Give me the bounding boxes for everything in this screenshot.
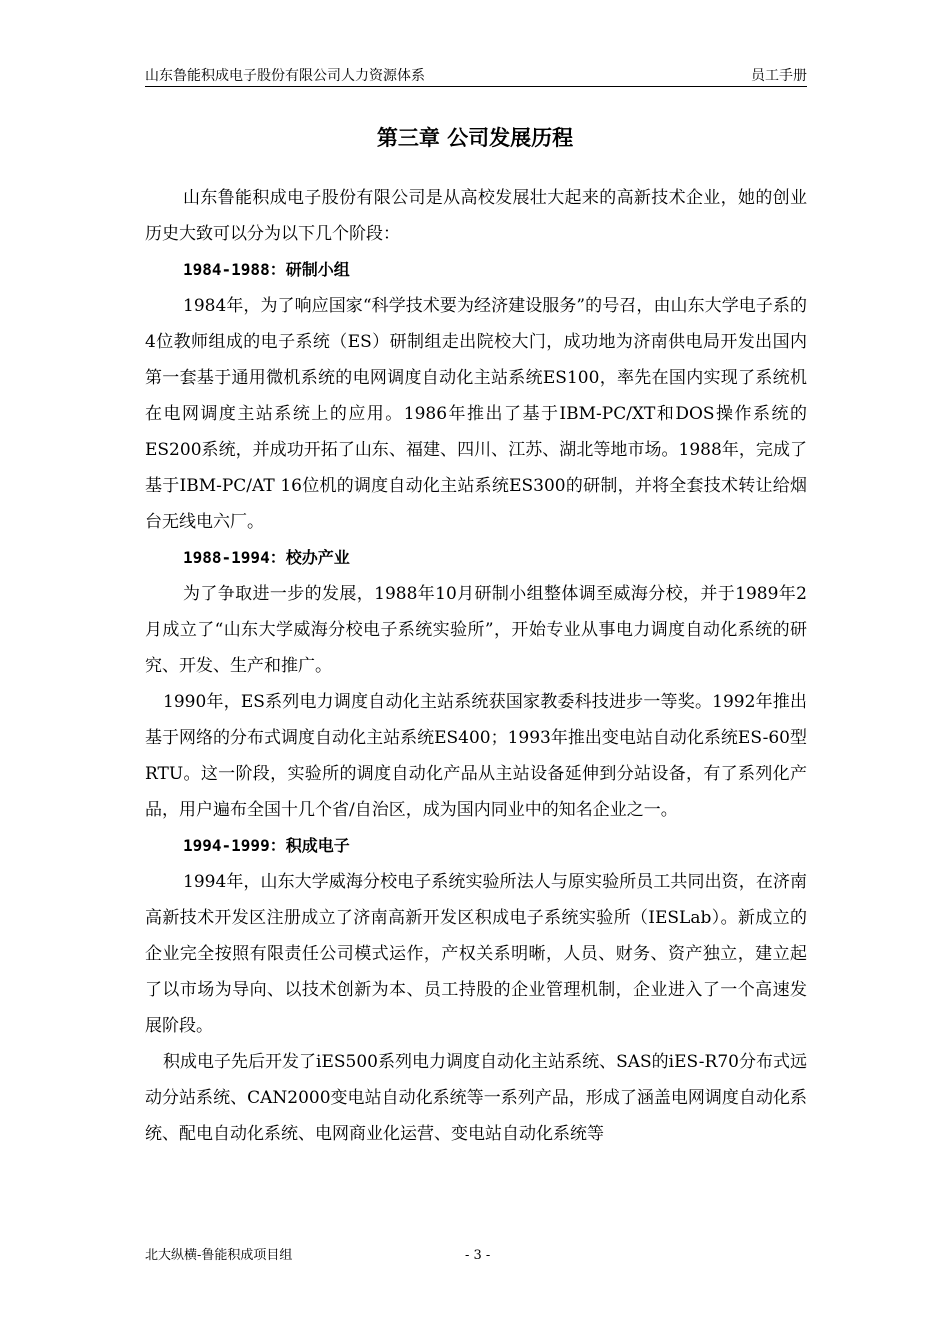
paragraph-1984: 1984年，为了响应国家“科学技术要为经济建设服务”的号召，由山东大学电子系的4位教师组成的电子系统（ES）研制组走出院校大门，成功地为济南供电局开发出国内第一套基于通用微机系统的电网调度自动化主站系统ES100，率先在国内实现了系统机在电网调度主站系统上的应用。1986年推出了基于IBM-PC/XT和DOS操作系统的ES200系统，并成功开拓了山东、福建、四川、江苏、湖北等地市场。1988年，完成了基于IBM-PC/AT 16位机的调度自动化主站系统ES300的研制，并将全套技术转让给烟台无线电六厂。: [145, 296, 807, 532]
page-header: [145, 66, 807, 87]
paragraph-1994: 1994年，山东大学威海分校电子系统实验所法人与原实验所员工共同出资，在济南高新技术开发区注册成立了济南高新开发区积成电子系统实验所（IESLab）。新成立的企业完全按照有限责任公司模式运作，产权关系明晰，人员、财务、资产独立，建立起了以市场为导向、以技术创新为本、员工持股的企业管理机制，企业进入了一个高速发展阶段。: [145, 872, 807, 1036]
section-heading-1994: 1994-1999：积成电子: [183, 836, 350, 855]
paragraph-products: 积成电子先后开发了iES500系列电力调度自动化主站系统、SAS的iES-R70分布式远动分站系统、CAN2000变电站自动化系统等一系列产品，形成了涵盖电网调度自动化系统、配电自动化系统、电网商业化运营、变电站自动化系统等: [145, 1052, 807, 1144]
footer-project: 北大纵横-鲁能积成项目组: [145, 1248, 293, 1263]
page-number: - 3 -: [465, 1248, 491, 1263]
body-text: [145, 180, 807, 1152]
chapter-title: 第三章 公司发展历程: [376, 126, 574, 150]
header-doc-title: 员工手册: [751, 68, 807, 84]
header-org: 山东鲁能积成电子股份有限公司人力资源体系: [145, 68, 425, 84]
section-heading-1988: 1988-1994：校办产业: [183, 548, 350, 567]
intro-paragraph: 山东鲁能积成电子股份有限公司是从高校发展壮大起来的高新技术企业，她的创业历史大致可以分为以下几个阶段：: [145, 188, 807, 244]
section-heading-1984: 1984-1988：研制小组: [183, 260, 350, 279]
paragraph-1988: 为了争取进一步的发展，1988年10月研制小组整体调至威海分校，并于1989年2月成立了“山东大学威海分校电子系统实验所”，开始专业从事电力调度自动化系统的研究、开发、生产和推广。: [145, 584, 807, 676]
paragraph-1990: 1990年，ES系列电力调度自动化主站系统获国家教委科技进步一等奖。1992年推出基于网络的分布式调度自动化主站系统ES400；1993年推出变电站自动化系统ES-60型RTU。这一阶段，实验所的调度自动化产品从主站设备延伸到分站设备，有了系列化产品，用户遍布全国十几个省/自治区，成为国内同业中的知名企业之一。: [145, 692, 807, 820]
